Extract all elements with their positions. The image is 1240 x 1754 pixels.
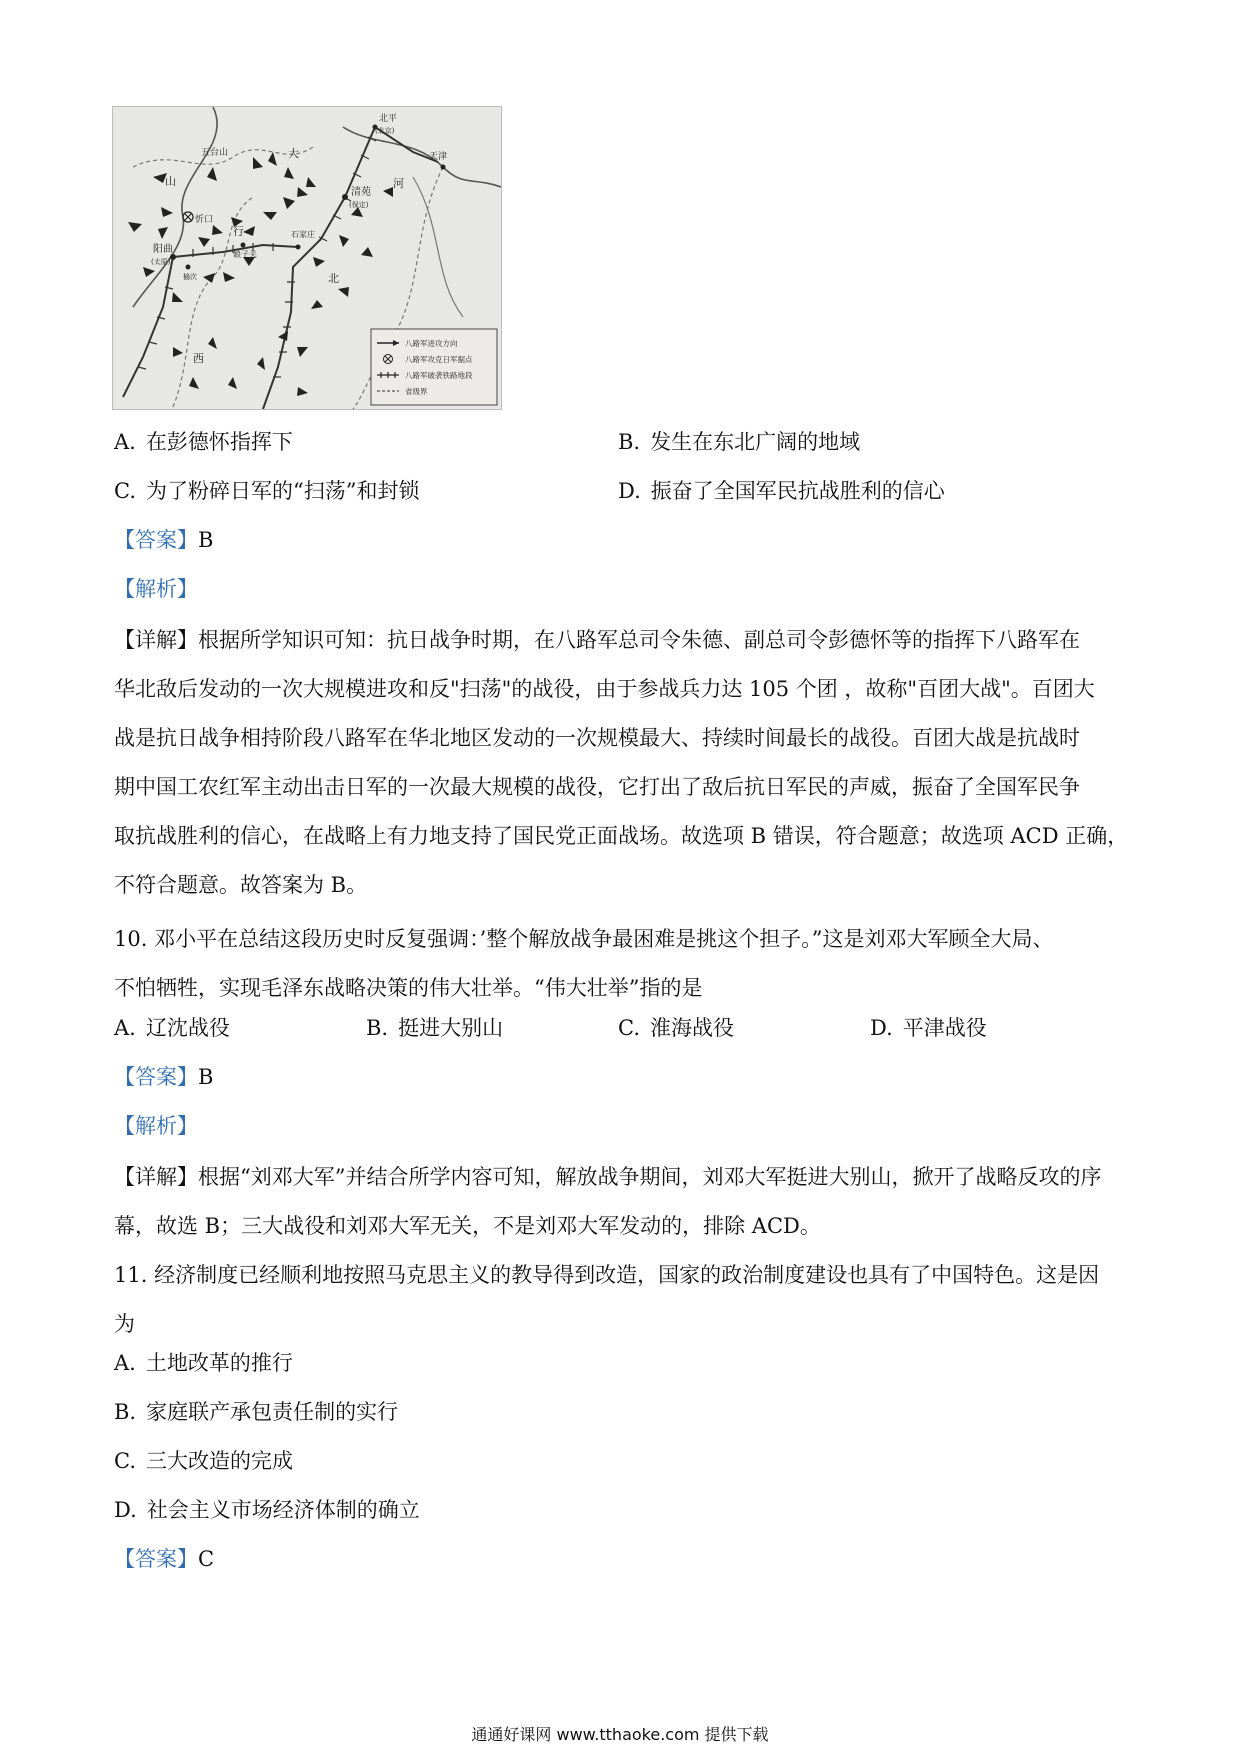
map-svg: [113, 107, 501, 409]
q9-option-a: A. 在彭德怀指挥下: [114, 430, 293, 454]
answer-tag: 【答案】: [114, 1065, 198, 1089]
q9-answer: [114, 525, 213, 555]
q9-analysis-heading: [114, 574, 198, 604]
hundred-regiments-map-figure: [112, 106, 502, 410]
q11-option-c: C. 三大改造的完成: [114, 1449, 293, 1473]
label-beiping-sub: (北京): [375, 127, 395, 135]
answer-value: B: [198, 1065, 214, 1089]
q11-option-b: B. 家庭联产承包责任制的实行: [114, 1400, 399, 1424]
label-beiping: 北平: [379, 114, 398, 124]
detail-tag: 【详解】: [114, 1165, 198, 1189]
analysis-tag: 【解析】: [114, 1114, 198, 1138]
q10-detail: 【详解】根据“刘邓大军”并结合所学内容可知，解放战争期间，刘邓大军挺进大别山，掀开了战略反攻的序 幕，故选 B；三大战役和刘邓大军无关，不是刘邓大军发动的，排除 ACD。: [114, 1165, 1102, 1238]
label-wutaishan: 五台山: [201, 148, 229, 158]
label-xinkou: 忻口: [195, 215, 214, 225]
label-shijiazhuang: 石家庄: [291, 230, 315, 239]
q9-option-b: B. 发生在东北广阔的地域: [618, 430, 861, 454]
label-region-da: 大: [288, 147, 299, 160]
map-legend: [371, 329, 497, 405]
legend-item: 省级界: [405, 387, 428, 396]
label-yangqu-sub: (太原): [151, 258, 171, 266]
legend-item: 八路军攻克日军据点: [405, 355, 473, 364]
label-qingyuan: 清苑: [351, 187, 371, 198]
detail-tag: 【详解】: [114, 628, 198, 652]
answer-tag: 【答案】: [114, 528, 198, 552]
label-region-xing: 行: [233, 225, 244, 238]
label-region-bei: 北: [328, 272, 339, 285]
label-yuci: 榆次: [183, 273, 197, 281]
answer-tag: 【答案】: [114, 1547, 198, 1571]
q11-option-a: A. 土地改革的推行: [114, 1351, 293, 1375]
q10-option-d: D. 平津战役: [870, 1016, 987, 1040]
answer-value: C: [198, 1547, 215, 1571]
q10-option-c: C. 淮海战役: [618, 1016, 734, 1040]
analysis-tag: 【解析】: [114, 577, 198, 601]
q11-answer: [114, 1544, 214, 1574]
label-qingyuan-sub: (保定): [349, 201, 369, 209]
q9-option-d: D. 振奋了全国军民抗战胜利的信心: [618, 479, 945, 503]
legend-item: 八路军进攻方向: [405, 339, 458, 348]
q11-stem: 11. 经济制度已经顺利地按照马克思主义的教导得到改造，国家的政治制度建设也具有了中国特色。这是因 为: [114, 1263, 1100, 1336]
q11-option-d: D. 社会主义市场经济体制的确立: [114, 1498, 420, 1522]
answer-value: B: [198, 528, 214, 552]
q10-option-b: B. 挺进大别山: [366, 1016, 504, 1040]
label-niangziguan: 娘子关: [233, 250, 257, 259]
label-yangqu: 阳曲: [153, 244, 173, 255]
q10-analysis-heading: [114, 1111, 198, 1141]
page-footer: 通通好课网 www.tthaoke.com 提供下载: [471, 1725, 769, 1744]
q10-option-a: A. 辽沈战役: [114, 1016, 230, 1040]
q10-answer: [114, 1062, 213, 1092]
label-region-xi: 西: [193, 352, 204, 365]
legend-item: 八路军破袭铁路地段: [405, 371, 473, 380]
label-region-shan: 山: [165, 175, 176, 188]
q9-detail: 【详解】根据所学知识可知：抗日战争时期，在八路军总司令朱德、副总司令彭德怀等的指挥下八路军在 华北敌后发动的一次大规模进攻和反"扫荡"的战役，由于参战兵力达 105 个团 ，故称"百团大战"。百团大 战是抗日战争相持阶段八路军在华北地区发动的一次规模最大、持续时间最长的战役。百团大战是抗战时 期中国工农红军主动出击日军的一次最大规模的战役，它打出了敌后抗日军民的声威，振奋了全国军民争 取抗战胜利的信心，在战略上有力地支持了国民党正面战场。故选项 B 错误，符合题意；故选项 ACD 正确， 不符合题意。故答案为 B。: [114, 628, 1129, 897]
label-tianjin: 天津: [429, 152, 448, 162]
q10-stem: 10. 邓小平在总结这段历史时反复强调：’整个解放战争最困难是挑这个担子。”这是刘邓大军顾全大局、 不怕牺牲，实现毛泽东战略决策的伟大壮举。“伟大壮举”指的是: [114, 927, 1054, 1000]
label-region-he: 河: [393, 177, 404, 190]
q9-option-c: C. 为了粉碎日军的“扫荡”和封锁: [114, 479, 420, 503]
